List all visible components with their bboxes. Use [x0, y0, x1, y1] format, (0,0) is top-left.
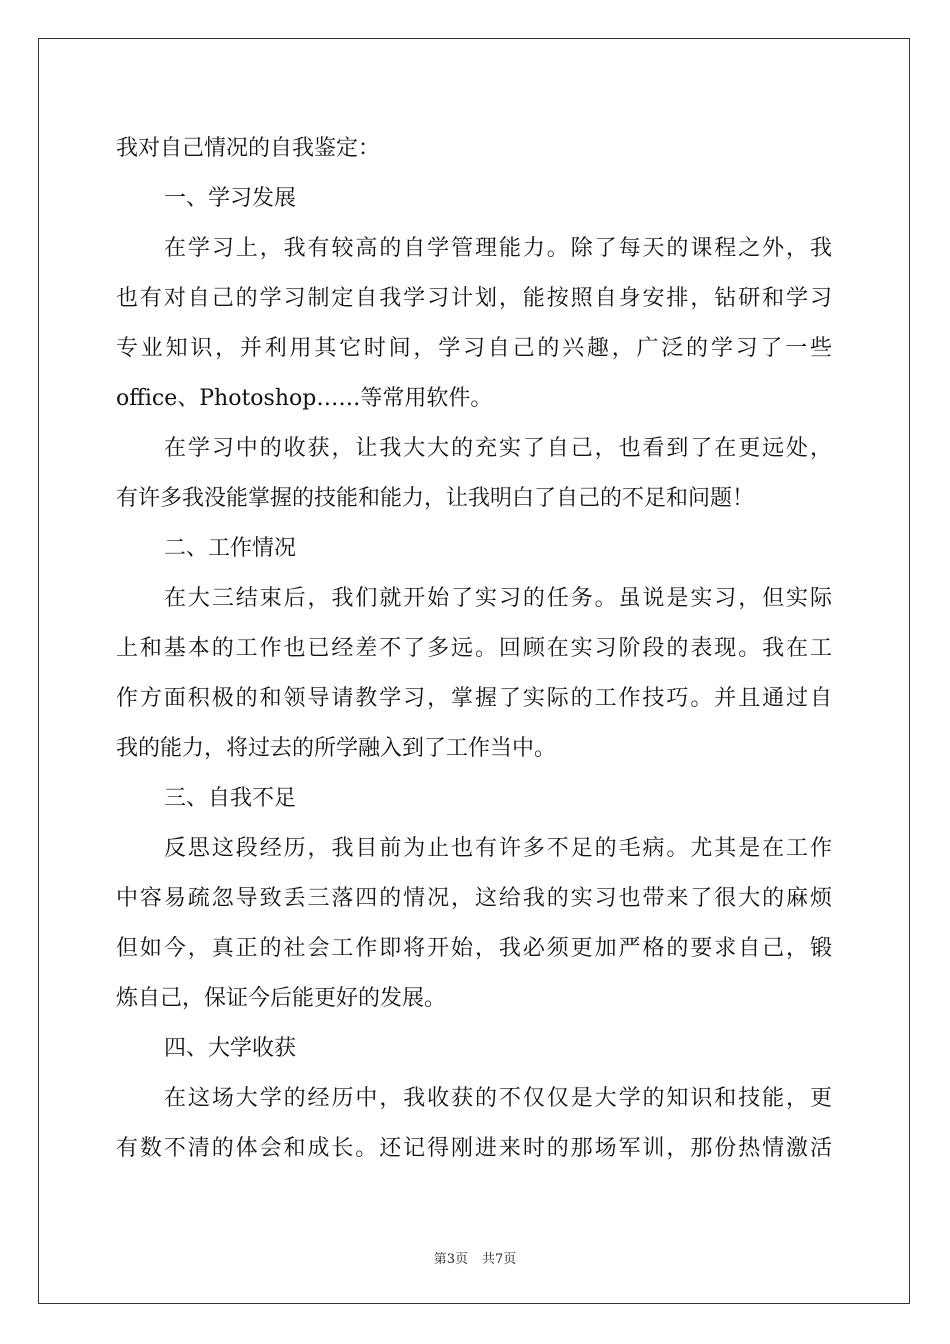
page-footer: [0, 1248, 950, 1267]
section-heading: 四、大学收获: [164, 1036, 297, 1061]
document-line: 专业知识，并利用其它时间，学习自己的兴趣，广泛的学习了一些: [116, 336, 832, 361]
document-line: 在学习中的收获，让我大大的充实了自己，也看到了在更远处，: [164, 436, 832, 461]
document-line: 中容易疏忽导致丢三落四的情况，这给我的实习也带来了很大的麻烦: [116, 886, 832, 911]
document-body: [116, 124, 832, 1174]
document-line: 有许多我没能掌握的技能和能力，让我明白了自己的不足和问题！: [116, 486, 755, 511]
document-line: 在大三结束后，我们就开始了实习的任务。虽说是实习，但实际: [164, 586, 832, 611]
section-heading: 一、学习发展: [164, 186, 297, 211]
document-line: 也有对自己的学习制定自我学习计划，能按照自身安排，钻研和学习: [116, 286, 832, 311]
document-line: 我对自己情况的自我鉴定：: [116, 136, 381, 161]
document-line: office、Photoshop……等常用软件。: [116, 386, 493, 411]
document-line: 我的能力，将过去的所学融入到了工作当中。: [116, 736, 557, 761]
page-number: 第3页: [433, 1252, 468, 1267]
document-line: 在学习上，我有较高的自学管理能力。除了每天的课程之外，我: [164, 236, 832, 261]
section-heading: 三、自我不足: [164, 786, 297, 811]
document-line: 反思这段经历，我目前为止也有许多不足的毛病。尤其是在工作: [164, 836, 832, 861]
document-line: 作方面积极的和领导请教学习，掌握了实际的工作技巧。并且通过自: [116, 686, 832, 711]
document-line: 上和基本的工作也已经差不了多远。回顾在实习阶段的表现。我在工: [116, 636, 832, 661]
section-heading: 二、工作情况: [164, 536, 297, 561]
page-total: 共7页: [482, 1252, 517, 1267]
document-line: 在这场大学的经历中，我收获的不仅仅是大学的知识和技能，更: [164, 1086, 832, 1111]
document-line: 有数不清的体会和成长。还记得刚进来时的那场军训，那份热情激活: [116, 1136, 832, 1161]
document-line: 炼自己，保证今后能更好的发展。: [116, 986, 447, 1011]
document-line: 但如今，真正的社会工作即将开始，我必须更加严格的要求自己，锻: [116, 936, 832, 961]
